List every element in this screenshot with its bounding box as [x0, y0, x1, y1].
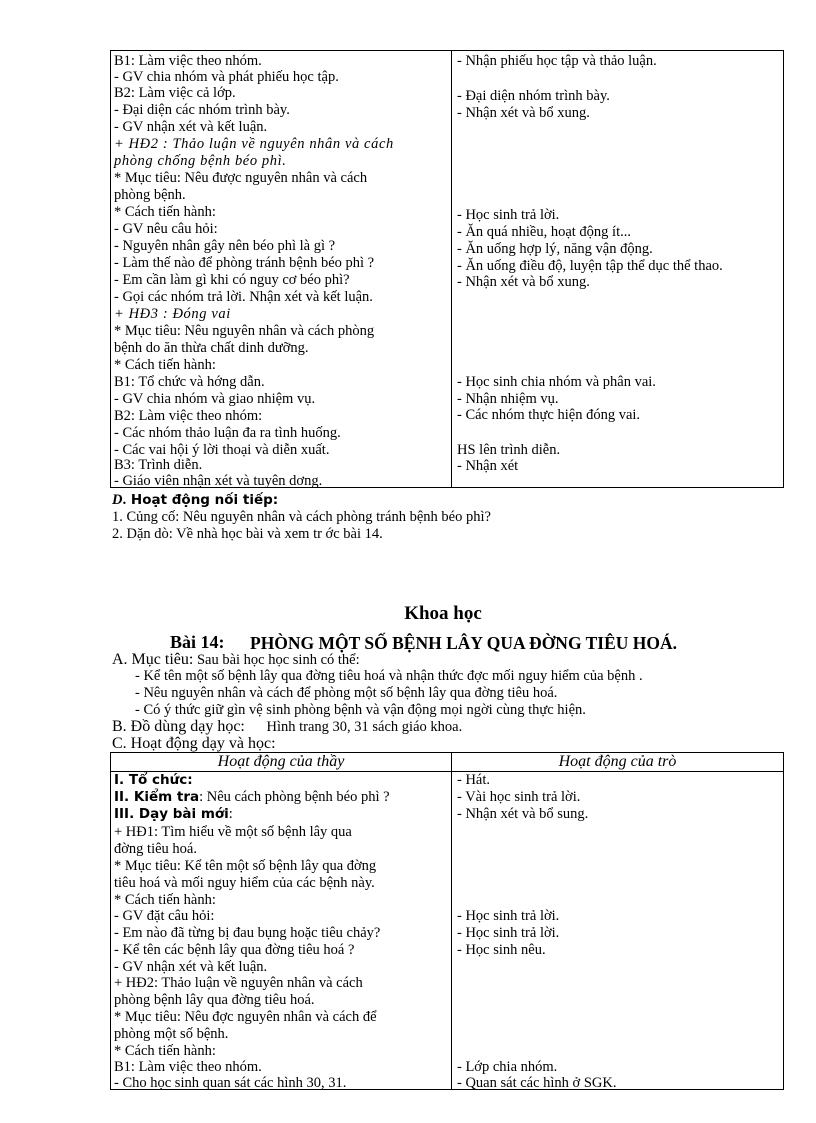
text-line: - Học sinh trả lời. — [457, 207, 560, 223]
lesson-number: Bài 14: — [170, 632, 225, 652]
text-line: * Mục tiêu: Nêu nguyên nhân và cách phòng — [114, 323, 375, 339]
text-line: phòng bệnh lây qua đờng tiêu hoá. — [114, 992, 315, 1008]
materials-label: B. Đồ dùng dạy học: — [112, 718, 245, 735]
bold-row — [114, 806, 233, 822]
bold-row — [114, 772, 193, 788]
text-line: - Nhận xét — [457, 458, 519, 474]
text-line: phòng một số bệnh. — [114, 1026, 229, 1042]
text-line: - Nhận xét và bổ xung. — [457, 274, 590, 290]
header-teacher: Hoạt động của thầy — [217, 753, 345, 770]
header-divider — [111, 771, 783, 772]
text-line: - Nhận xét và bổ xung. — [457, 105, 590, 121]
materials-row — [112, 719, 462, 735]
teacher-column — [111, 51, 451, 487]
activity-heading: + HĐ3 : Đóng vai — [114, 306, 231, 322]
activities-label: C. Hoạt động dạy và học: — [112, 735, 276, 752]
text-line: - Ăn uống điều độ, luyện tập thể dục thể thao. — [457, 258, 723, 274]
subject-title: Khoa học — [404, 603, 482, 624]
row-label: III. Dạy bài mới — [114, 806, 229, 822]
row-text: : — [228, 806, 233, 822]
text-line: - Học sinh trả lời. — [457, 908, 560, 924]
text-line: - Nhận xét và bổ sung. — [457, 806, 589, 822]
text-line: * Cách tiến hành: — [114, 1043, 216, 1059]
text-line: - Quan sát các hình ở SGK. — [457, 1075, 617, 1091]
objective-item: - Nêu nguyên nhân và cách để phòng một số bệnh lây qua đờng tiêu hoá. — [135, 685, 558, 701]
text-line: B1: Tổ chức và hớng dẫn. — [114, 374, 265, 390]
materials-text: Hình trang 30, 31 sách giáo khoa. — [266, 719, 463, 735]
activity-heading: phòng chống bệnh béo phì. — [114, 153, 287, 169]
text-line: * Mục tiêu: Nêu đợc nguyên nhân và cách để — [114, 1009, 377, 1025]
text-line: tiêu hoá và mối nguy hiểm của các bệnh này. — [114, 875, 375, 891]
teacher-column — [111, 753, 451, 1089]
objective-item: - Có ý thức giữ gìn vệ sinh phòng bệnh và vận động mọi ngời cùng thực hiện. — [135, 702, 586, 718]
text-line: - GV đặt câu hỏi: — [114, 908, 215, 924]
text-line: đờng tiêu hoá. — [114, 841, 197, 857]
text-line: - Giáo viên nhận xét và tuyên dơng. — [114, 473, 323, 489]
text-line: bệnh do ăn thừa chất dinh dưỡng. — [114, 340, 309, 356]
text-line: - Học sinh nêu. — [457, 942, 546, 958]
row-label: I. Tổ chức: — [114, 772, 193, 788]
text-line: - Gọi các nhóm trả lời. Nhận xét và kết luận. — [114, 289, 373, 305]
text-line: - Các nhóm thảo luận đa ra tình huống. — [114, 425, 341, 441]
text-line: - Học sinh chia nhóm và phân vai. — [457, 374, 656, 390]
text-line: - Em nào đã từng bị đau bụng hoặc tiêu chảy? — [114, 925, 381, 941]
text-line: - Nguyên nhân gây nên béo phì là gì ? — [114, 238, 336, 254]
student-column — [451, 51, 783, 487]
text-line: + HĐ2: Thảo luận về nguyên nhân và cách — [114, 975, 363, 991]
row-label: II. Kiểm tra — [114, 789, 200, 805]
activity-table-1 — [110, 50, 784, 488]
activity-table-2 — [110, 752, 784, 1090]
text-line: - Hát. — [457, 772, 491, 788]
text-line: - Vài học sinh trả lời. — [457, 789, 581, 805]
text-line: - GV nhận xét và kết luận. — [114, 119, 268, 135]
text-line: * Mục tiêu: Nêu được nguyên nhân và cách — [114, 170, 368, 186]
objectives-row — [112, 652, 360, 668]
follow-up-item: 1. Củng cố: Nêu nguyên nhân và cách phòng tránh bệnh béo phì? — [112, 509, 491, 525]
text-line: - Kể tên các bệnh lây qua đờng tiêu hoá ? — [114, 942, 355, 958]
lesson-title: PHÒNG MỘT SỐ BỆNH LÂY QUA ĐỜNG TIÊU HOÁ. — [250, 633, 678, 653]
student-column — [451, 753, 783, 1089]
text-line: - GV nhận xét và kết luận. — [114, 959, 268, 975]
text-line: - Nhận nhiệm vụ. — [457, 391, 559, 407]
text-line: * Mục tiêu: Kể tên một số bệnh lây qua đờng — [114, 858, 377, 874]
text-line: - Ăn uống hợp lý, năng vận động. — [457, 241, 653, 257]
text-line: - Các vai hội ý lời thoại và diễn xuất. — [114, 442, 330, 458]
text-line: - Đại diện nhóm trình bày. — [457, 88, 610, 104]
text-line: * Cách tiến hành: — [114, 892, 216, 908]
text-line: - Cho học sinh quan sát các hình 30, 31. — [114, 1075, 347, 1091]
text-line: - Đại diện các nhóm trình bày. — [114, 102, 290, 118]
text-line: B1: Làm việc theo nhóm. — [114, 53, 262, 69]
text-line: B2: Làm việc theo nhóm: — [114, 408, 263, 424]
text-line: B1: Làm việc theo nhóm. — [114, 1059, 262, 1075]
text-line: - Các nhóm thực hiện đóng vai. — [457, 407, 641, 423]
bold-row — [114, 789, 390, 805]
text-line: - Làm thế nào để phòng tránh bệnh béo phì ? — [114, 255, 375, 271]
text-line: phòng bệnh. — [114, 187, 186, 203]
section-d-title: Hoạt động nối tiếp: — [130, 492, 279, 508]
text-line: - Em cần làm gì khi có nguy cơ béo phì? — [114, 272, 350, 288]
text-line: - Lớp chia nhóm. — [457, 1059, 558, 1075]
text-line: * Cách tiến hành: — [114, 357, 216, 373]
header-student: Hoạt động của trò — [558, 753, 677, 770]
text-line: - Nhận phiếu học tập và thảo luận. — [457, 53, 657, 69]
text-line: - GV chia nhóm và giao nhiệm vụ. — [114, 391, 316, 407]
text-line: B3: Trình diễn. — [114, 457, 203, 473]
activity-heading: + HĐ2 : Thảo luận về nguyên nhân và cách — [114, 136, 394, 152]
text-line: - GV nêu câu hỏi: — [114, 221, 218, 237]
follow-up-item: 2. Dặn dò: Về nhà học bài và xem tr ớc bài 14. — [112, 526, 383, 542]
text-line: - GV chia nhóm và phát phiếu học tập. — [114, 69, 339, 85]
section-d-prefix: D. — [112, 492, 128, 508]
text-line: - Học sinh trả lời. — [457, 925, 560, 941]
text-line: - Ăn quá nhiều, hoạt động ít... — [457, 224, 631, 240]
text-line: B2: Làm việc cả lớp. — [114, 85, 236, 101]
text-line: + HĐ1: Tìm hiểu về một số bệnh lây qua — [114, 824, 352, 840]
text-line: * Cách tiến hành: — [114, 204, 216, 220]
objective-item: - Kể tên một số bệnh lây qua đờng tiêu hoá và nhận thức đợc mối nguy hiểm của bệnh . — [135, 668, 643, 684]
objectives-intro: Sau bài học học sinh có thể: — [196, 652, 360, 668]
section-d-heading — [112, 492, 278, 508]
text-line: HS lên trình diễn. — [457, 442, 561, 458]
objectives-label: A. Mục tiêu: — [112, 651, 194, 668]
row-text: : Nêu cách phòng bệnh béo phì ? — [199, 789, 390, 805]
